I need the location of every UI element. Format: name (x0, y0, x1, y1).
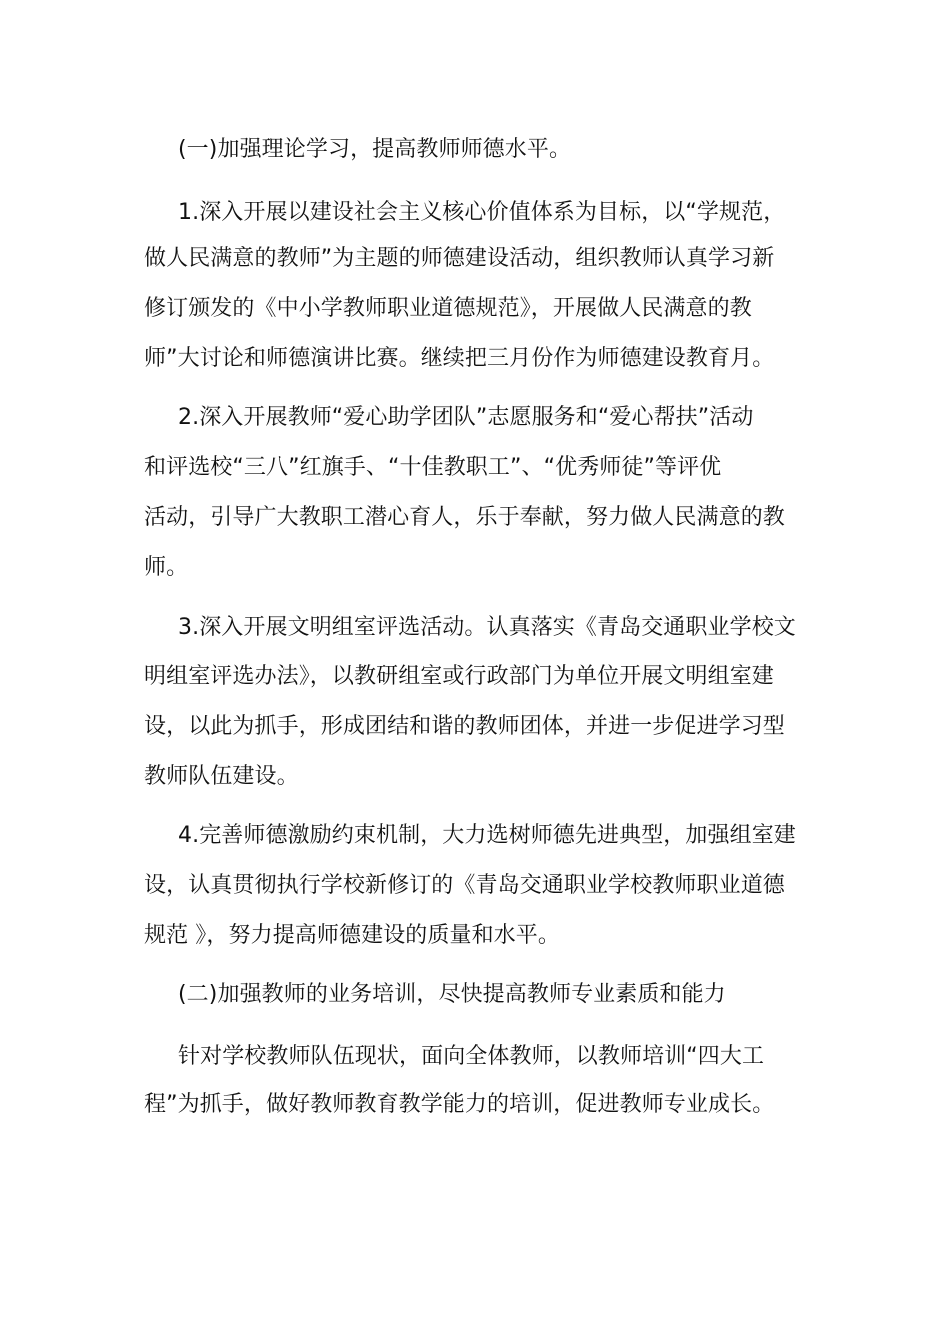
paragraph-3-line-3: 设，以此为抓手，形成团结和谐的教师团体，并进一步促进学习型 (144, 714, 785, 739)
paragraph-5-line-2: 程”为抓手，做好教师教育教学能力的培训，促进教师专业成长。 (144, 1092, 775, 1117)
paragraph-1-line-2: 做人民满意的教师”为主题的师德建设活动，组织教师认真学习新 (144, 246, 775, 271)
paragraph-4-line-2: 设，认真贯彻执行学校新修订的《青岛交通职业学校教师职业道德 (144, 873, 785, 898)
paragraph-2-line-3: 活动，引导广大教职工潜心育人，乐于奉献，努力做人民满意的教 (144, 505, 785, 530)
paragraph-1-line-3: 修订颁发的《中小学教师职业道德规范》，开展做人民满意的教 (144, 296, 752, 321)
paragraph-3-line-1: 3.深入开展文明组室评选活动。认真落实《青岛交通职业学校文 (178, 615, 796, 640)
heading-section-1: (一)加强理论学习，提高教师师德水平。 (178, 137, 572, 162)
paragraph-1-line-4: 师”大讨论和师德演讲比赛。继续把三月份作为师德建设教育月。 (144, 346, 775, 371)
paragraph-3-line-2: 明组室评选办法》，以教研组室或行政部门为单位开展文明组室建 (144, 664, 774, 689)
paragraph-1-line-1: 1.深入开展以建设社会主义核心价值体系为目标，以“学规范， (178, 200, 786, 225)
paragraph-4-line-1: 4.完善师德激励约束机制，大力选树师德先进典型，加强组室建 (178, 823, 796, 848)
paragraph-2-line-4: 师。 (144, 555, 189, 580)
paragraph-2-line-1: 2.深入开展教师“爱心助学团队”志愿服务和“爱心帮扶”活动 (178, 405, 754, 430)
paragraph-4-line-3: 规范 》，努力提高师德建设的质量和水平。 (144, 923, 560, 948)
paragraph-2-line-2: 和评选校“三八”红旗手、“十佳教职工”、“优秀师徒”等评优 (144, 455, 722, 480)
heading-section-2: (二)加强教师的业务培训，尽快提高教师专业素质和能力 (178, 982, 726, 1007)
paragraph-3-line-4: 教师队伍建设。 (144, 764, 299, 789)
paragraph-5-line-1: 针对学校教师队伍现状，面向全体教师，以教师培训“四大工 (178, 1044, 765, 1069)
